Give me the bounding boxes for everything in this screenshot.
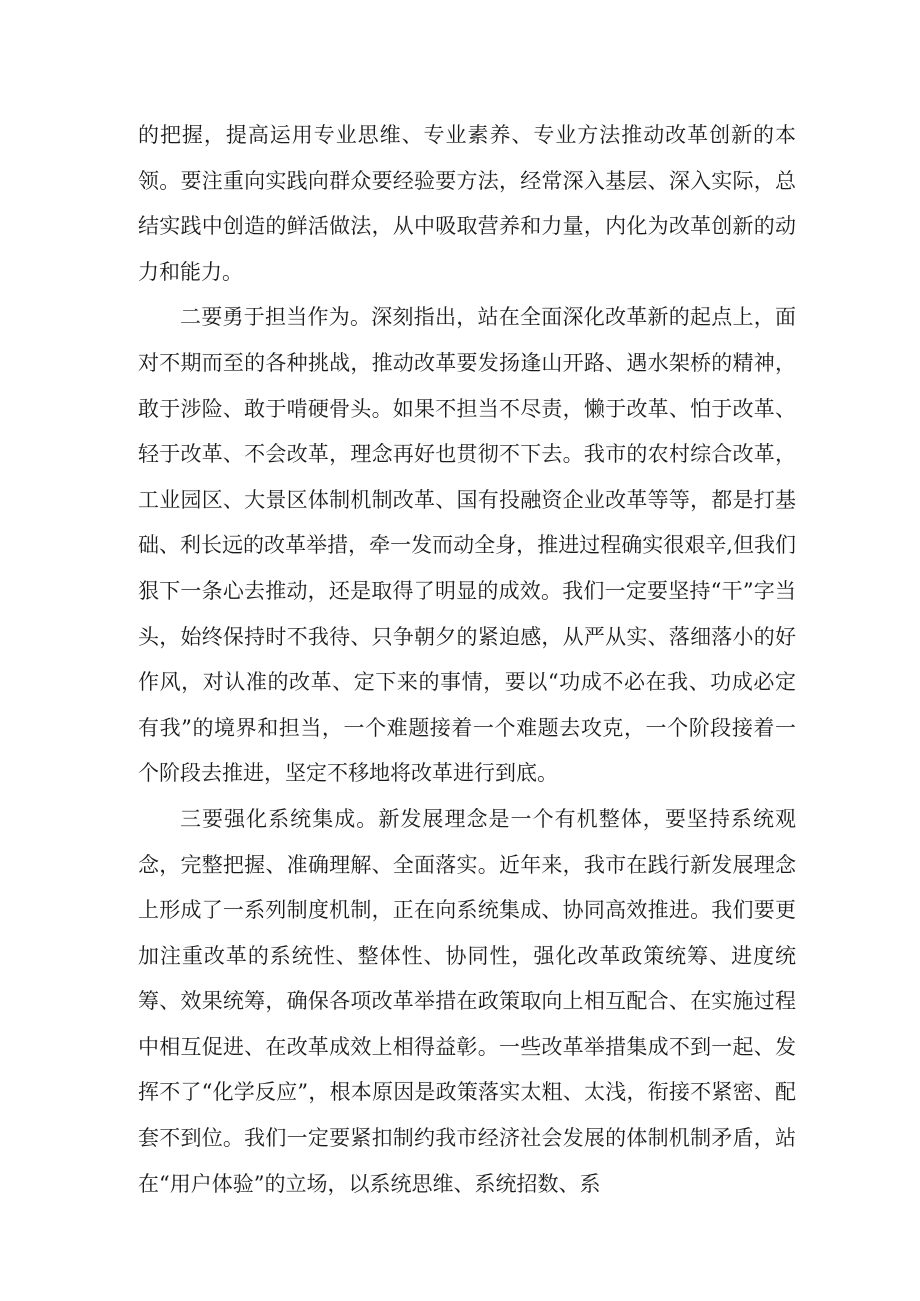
document-body [138,113,796,1207]
paragraph-2: 二要勇于担当作为。深刻指出，站在全面深化改革新的起点上，面对不期而至的各种挑战，推动改革要发扬逢山开路、遇水架桥的精神，敢于涉险、敢于啃硬骨头。如果不担当不尽责，懒于改革、怕于改革、轻于改革、不会改革，理念再好也贯彻不下去。我市的农村综合改革，工业园区、大景区体制机制改革、国有投融资企业改革等等，都是打基础、利长远的改革举措，牵一发而动全身，推进过程确实很艰辛,但我们狠下一条心去推动，还是取得了明显的成效。我们一定要坚持“干”字当头，始终保持时不我待、只争朝夕的紧迫感，从严从实、落细落小的好作风，对认准的改革、定下来的事情，要以“功成不必在我、功成必定有我”的境界和担当，一个难题接着一个难题去攻克，一个阶段接着一个阶段去推进，坚定不移地将改革进行到底。 [138,305,796,786]
paragraph-3: 三要强化系统集成。新发展理念是一个有机整体，要坚持系统观念，完整把握、准确理解、全面落实。近年来，我市在践行新发展理念上形成了一系列制度机制，正在向系统集成、协同高效推进。我们要更加注重改革的系统性、整体性、协同性，强化改革政策统筹、进度统筹、效果统筹，确保各项改革举措在政策取向上相互配合、在实施过程中相互促进、在改革成效上相得益彰。一些改革举措集成不到一起、发挥不了“化学反应”，根本原因是政策落实太粗、太浅，衔接不紧密、配套不到位。我们一定要紧扣制约我市经济社会发展的体制机制矛盾，站在“用户体验”的立场，以系统思维、系统招数、系 [138,806,796,1196]
paragraph-1: 的把握，提高运用专业思维、专业素养、专业方法推动改革创新的本领。要注重向实践向群众要经验要方法，经常深入基层、深入实际，总结实践中创造的鲜活做法，从中吸取营养和力量，内化为改革创新的动力和能力。 [138,123,796,284]
